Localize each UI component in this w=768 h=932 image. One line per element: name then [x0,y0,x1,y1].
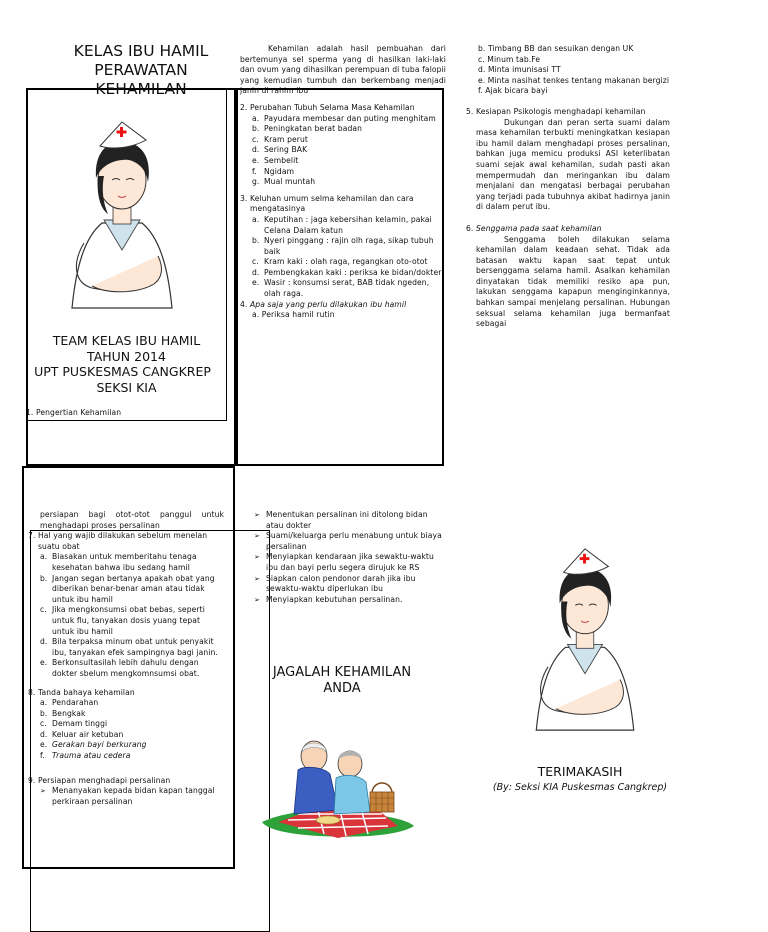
section-7-title: 7. Hal yang wajib dilakukan sebelum menelan suatu obat [28,531,208,551]
cover-title-line3: KEHAMILAN [95,80,187,98]
section-8-title: 8. Tanda bahaya kehamilan [28,687,135,697]
list-item: b. Peningkatan berat badan [252,124,363,134]
list-item: c. Jika mengkonsumsi obat bebas, seperti untuk flu, tanyakan dosis yuang tepat untuk ibu hamil [40,605,205,636]
section-9-title: 9. Persiapan menghadapi persalinan [28,775,171,785]
list-item: c. Kram kaki : olah raga, regangkan oto-otot [252,257,428,267]
cover-team-line1: TEAM KELAS IBU HAMIL [52,333,201,348]
list-item: a. Keputihan : jaga kebersihan kelamin, pakai Celana Dalam katun [252,214,432,235]
list-item: ➢ Siapkan calon pendonor darah jika ibu sewaktu-waktu diperlukan ibu [254,574,444,595]
list-item: ➢ Menyiapkan kendaraan jika sewaktu-waktu ibu dan bayi perlu segera dirujuk ke RS [254,552,444,573]
section-2-title: 2. Perubahan Tubuh Selama Masa Kehamilan [240,102,415,112]
section-7 [28,531,224,552]
list-item: f. Ajak bicara bayi [478,86,548,96]
list-item: b. Nyeri pinggang : rajin olh raga, sikap tubuh baik [252,236,434,256]
section-4-title: 4. Apa saja yang perlu dilakukan ibu hamil [240,299,407,309]
list-item: b. Bengkak [40,708,86,718]
nurse-illustration [62,118,182,313]
list-item: a. Pendarahan [40,698,99,708]
list-item: a. Payudara membesar dan puting menghitam [252,113,436,123]
list-item: b. Jangan segan bertanya apakah obat yang diberikan benar-benar aman atau tidak untuk ibu hamil [40,573,215,604]
section-7-list [40,552,224,679]
list-item: d. Pembengkakan kaki : periksa ke bidan/dokter [252,267,442,277]
section-6 [466,224,670,235]
section-6-text: Senggama boleh dilakukan selama kehamilan dalam keadaan sehat. Tidak ada batasan waktu kapan saat tepat untuk bersenggama selama hamil. Asalkan kehamilan dinyatakan tidak memiliki resiko apa pun, lakukan senggama kapapun menginginkannya, bahkan sampai menjelang persalinan. Hubungan seksual selama kehamilan juga bermanfaat sebagai [476,234,670,329]
list-item: ➢ Menentukan persalinan ini ditolong bidan atau dokter [254,510,444,531]
cover-team-line4: SEKSI KIA [96,379,157,395]
list-item: ➢ Suami/keluarga perlu menabung untuk biaya persalinan [254,531,444,552]
list-item: b. Timbang BB dan sesuikan dengan UK [478,44,634,53]
cover-team [26,333,227,395]
section-3-list [252,215,446,300]
section-4 [240,300,446,311]
section-5-text: Dukungan dan peran serta suami dalam masa kehamilan terbukti meningkatkan kesiapan ibu hamil dalam menghadapi proses persalinan, bahkan juga memicu produksi ASI keterlibatan suami sejak awal kehamilan, sudah pasti akan mempermudah dan meringankan ibu dalam menjalani dan mengatasi berbagai perubahan yang terjadi pada tubuhnya akibat hadirnya janin di dalam perut ibu. [476,117,670,212]
kehamilan-definition: Kehamilan adalah hasil pembuahan dari bertemunya sel sperma yang di hasilkan laki-laki dan ovum yang dihasilkan perempuan di tuba falopii yang kemudian tumbuh dan berkembang menjadi janin di rahim ibu [240,44,446,96]
list-item: c. Demam tinggi [40,719,108,729]
section-8-list [40,698,224,762]
section-8 [28,688,224,699]
section-5 [466,107,670,118]
list-item: e. Sembelit [252,155,299,165]
list-item: d. Bila terpaksa minum obat untuk penyakit ibu, tanyakan efek sampingnya bagi janin. [40,637,218,657]
list-item: f. Trauma atau cedera [40,751,131,761]
section-3-title: 3. Keluhan umum selma kehamilan dan cara mengatasinya [240,193,414,214]
list-item: g. Mual muntah [252,177,316,187]
column-2 [240,44,446,321]
section-3 [240,194,446,215]
column-4 [28,510,224,807]
list-item: f. Ngidam [252,166,295,176]
section-4-list-cont [478,44,670,97]
picnic-couple-illustration [258,730,418,840]
cover-title-line2: PERAWATAN [94,61,188,79]
slogan [252,665,432,696]
section-2 [240,103,446,114]
column-3 [466,44,670,330]
cover-title-line1: KELAS IBU HAMIL [73,42,209,60]
list-item: ➢ Menanyakan kepada bidan kapan tanggal perkiraan persalinan [40,786,224,807]
section-9-list-cont [254,510,444,605]
cover-title [26,42,256,99]
cover-team-line3: UPT PUSKESMAS CANGKREP [34,364,211,379]
list-item: e. Minta nasihat tenkes tentang makanan bergizi [478,75,670,85]
cover-team-line2: TAHUN 2014 [87,348,166,364]
section-4-first-item: a. Periksa hamil rutin [252,310,335,320]
slogan-line1: JAGALAH KEHAMILAN [272,665,412,680]
section-6-title: 6. Senggama pada saat kehamilan [466,223,602,233]
list-item: e. Berkonsultasilah lebih dahulu dengan dokter sbelum mengkomnsumsi obat. [40,658,200,678]
list-item: d. Sering BAK [252,145,308,155]
section-5-title: 5. Kesiapan Psikologis menghadapi kehamilan [466,106,646,116]
list-item: e. Wasir : konsumsi serat, BAB tidak ngeden, olah raga. [252,278,430,299]
list-item: d. Keluar air ketuban [40,729,124,739]
thanks-heading: TERIMAKASIH [537,764,623,779]
list-item: a. Biasakan untuk memberitahu tenaga kesehatan bahwa ibu sedang hamil [40,552,197,572]
list-item: e. Gerakan bayi berkurang [40,740,147,750]
list-item: c. Minum tab.Fe [478,54,541,64]
column-5 [254,510,444,605]
list-item: ➢ Menyiapkan kebutuhan persalinan. [254,595,444,606]
list-item: d. Minta imunisasi TT [478,65,561,75]
section-2-list [252,114,446,188]
slogan-line2: ANDA [323,680,361,696]
section-6-continued: persiapan bagi otot-otot panggul untuk menghadapi proses persalinan [40,510,224,530]
thanks-byline: (By: Seksi KIA Puskesmas Cangkrep) [492,782,668,793]
section-1-title: 1. Pengertian Kehamilan [26,408,122,417]
section-9 [28,776,224,787]
section-9-list [40,786,224,807]
list-item: c. Kram perut [252,134,308,144]
nurse-illustration-back [525,545,645,735]
